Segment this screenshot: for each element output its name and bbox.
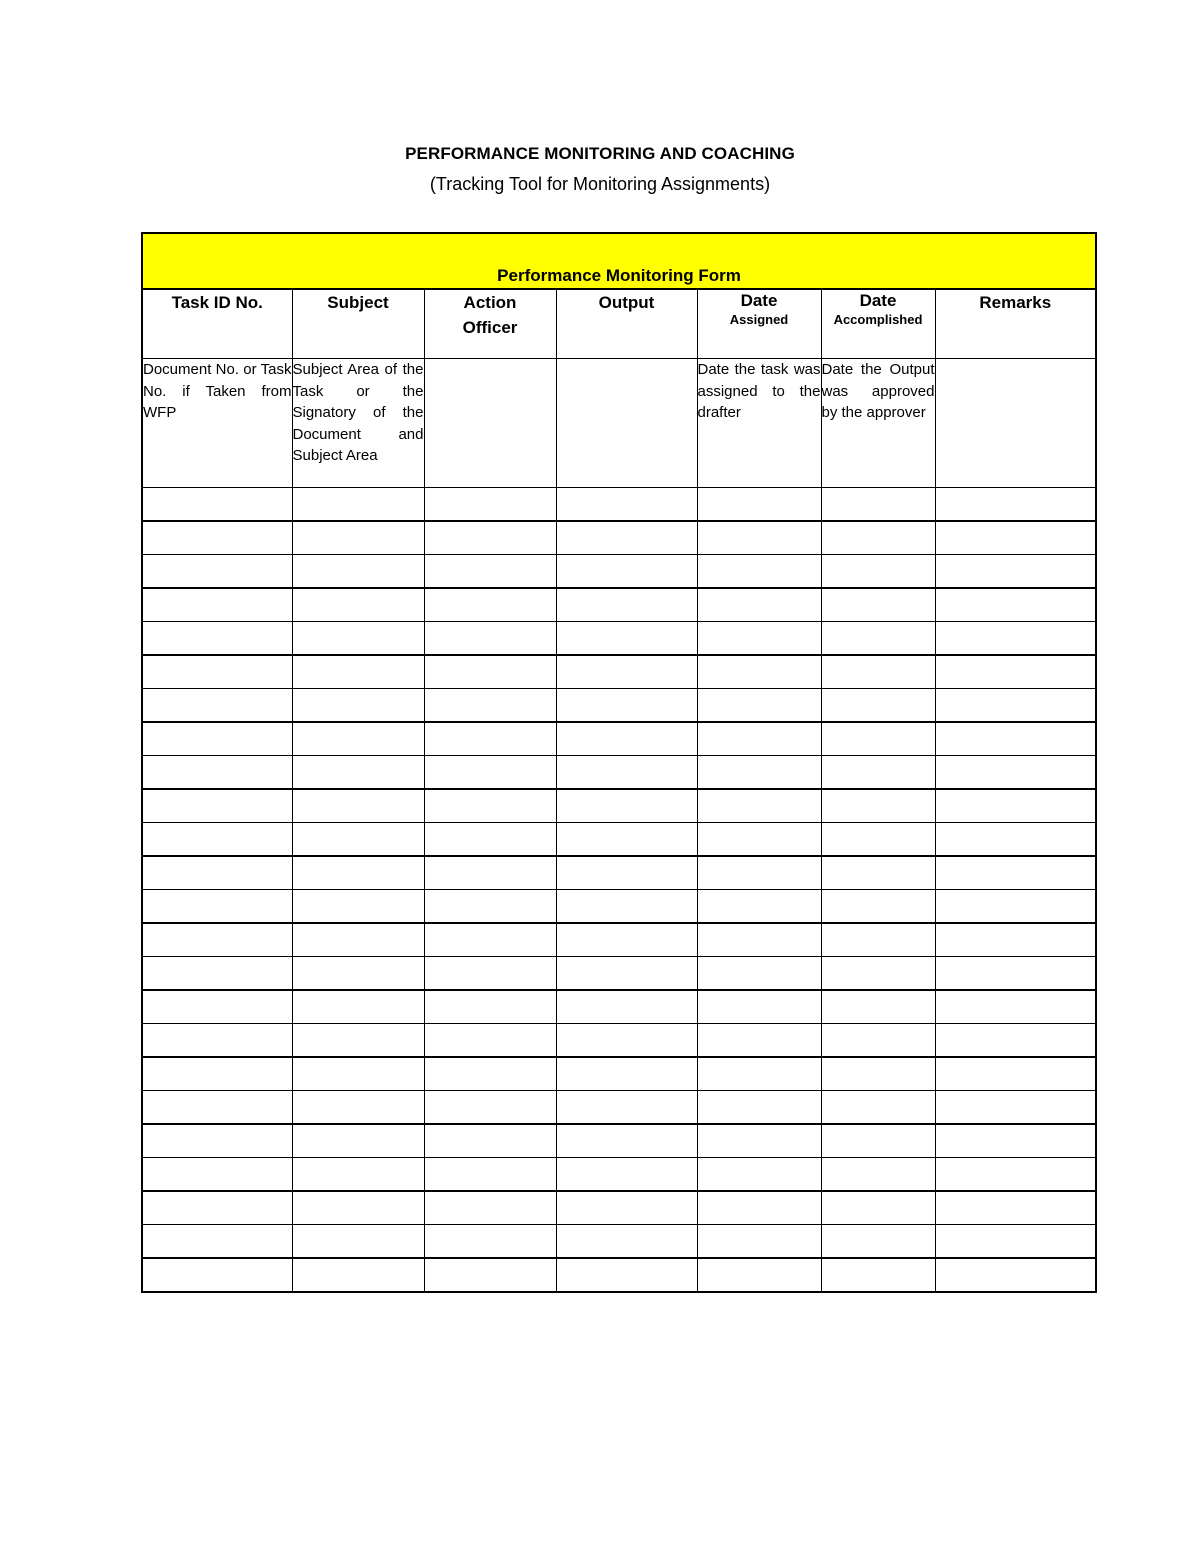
cell-subject[interactable]	[292, 1124, 424, 1158]
cell-remarks[interactable]	[935, 722, 1096, 756]
table-row	[142, 823, 1096, 857]
table-row	[142, 655, 1096, 689]
cell-date-assigned[interactable]	[697, 823, 821, 857]
form-title: Performance Monitoring Form	[142, 233, 1096, 289]
cell-output[interactable]	[556, 856, 697, 890]
cell-subject[interactable]	[292, 655, 424, 689]
cell-date-accomplished[interactable]	[821, 722, 935, 756]
cell-action-officer[interactable]	[424, 756, 556, 790]
cell-output[interactable]	[556, 1191, 697, 1225]
table-row	[142, 756, 1096, 790]
cell-remarks[interactable]	[935, 1225, 1096, 1259]
cell-output[interactable]	[556, 488, 697, 522]
table-row	[142, 1158, 1096, 1192]
performance-monitoring-table	[141, 232, 1097, 1293]
table-row	[142, 890, 1096, 924]
cell-remarks[interactable]	[935, 1124, 1096, 1158]
cell-date-assigned[interactable]	[697, 655, 821, 689]
cell-subject[interactable]	[292, 488, 424, 522]
table-row	[142, 923, 1096, 957]
cell-remarks[interactable]	[935, 555, 1096, 589]
table-row	[142, 622, 1096, 656]
cell-subject[interactable]	[292, 856, 424, 890]
cell-date-accomplished[interactable]	[821, 521, 935, 555]
cell-date-accomplished[interactable]	[821, 1158, 935, 1192]
cell-remarks[interactable]	[935, 1158, 1096, 1192]
cell-date-assigned[interactable]	[697, 890, 821, 924]
cell-remarks[interactable]	[935, 1258, 1096, 1292]
cell-date-accomplished[interactable]	[821, 890, 935, 924]
cell-remarks[interactable]	[935, 923, 1096, 957]
cell-task-id[interactable]	[142, 521, 292, 555]
cell-action-officer[interactable]	[424, 1024, 556, 1058]
table-row	[142, 555, 1096, 589]
table-row	[142, 588, 1096, 622]
table-row	[142, 990, 1096, 1024]
cell-date-assigned[interactable]	[697, 1258, 821, 1292]
cell-date-assigned[interactable]	[697, 722, 821, 756]
cell-date-accomplished[interactable]	[821, 990, 935, 1024]
table-row	[142, 789, 1096, 823]
column-header-subject: Subject	[292, 289, 424, 359]
cell-date-accomplished[interactable]	[821, 1225, 935, 1259]
column-header-task-id: Task ID No.	[142, 289, 292, 359]
cell-date-accomplished[interactable]	[821, 1258, 935, 1292]
cell-subject[interactable]	[292, 588, 424, 622]
cell-remarks[interactable]	[935, 1057, 1096, 1091]
cell-output[interactable]	[556, 689, 697, 723]
cell-subject[interactable]	[292, 756, 424, 790]
cell-action-officer[interactable]	[424, 521, 556, 555]
cell-date-assigned[interactable]	[697, 555, 821, 589]
cell-date-assigned[interactable]	[697, 1158, 821, 1192]
cell-subject[interactable]	[292, 722, 424, 756]
cell-remarks[interactable]	[935, 856, 1096, 890]
cell-date-assigned[interactable]	[697, 856, 821, 890]
cell-task-id[interactable]	[142, 756, 292, 790]
cell-date-assigned[interactable]	[697, 1091, 821, 1125]
cell-output[interactable]	[556, 722, 697, 756]
cell-task-id[interactable]	[142, 789, 292, 823]
cell-remarks[interactable]	[935, 1091, 1096, 1125]
cell-output[interactable]	[556, 622, 697, 656]
cell-task-id[interactable]	[142, 1158, 292, 1192]
cell-task-id[interactable]	[142, 823, 292, 857]
cell-output[interactable]	[556, 1258, 697, 1292]
description-date-accomplished: Date the Output was approved by the approver	[821, 359, 935, 488]
cell-subject[interactable]	[292, 1057, 424, 1091]
cell-subject[interactable]	[292, 689, 424, 723]
cell-subject[interactable]	[292, 1158, 424, 1192]
page-subtitle: (Tracking Tool for Monitoring Assignments)	[429, 174, 771, 194]
cell-action-officer[interactable]	[424, 555, 556, 589]
cell-output[interactable]	[556, 789, 697, 823]
cell-subject[interactable]	[292, 957, 424, 991]
description-output	[556, 359, 697, 488]
cell-date-accomplished[interactable]	[821, 655, 935, 689]
cell-action-officer[interactable]	[424, 689, 556, 723]
cell-date-accomplished[interactable]	[821, 789, 935, 823]
cell-output[interactable]	[556, 1158, 697, 1192]
cell-date-accomplished[interactable]	[821, 823, 935, 857]
table-row	[142, 722, 1096, 756]
table-row	[142, 1124, 1096, 1158]
cell-date-assigned[interactable]	[697, 923, 821, 957]
cell-task-id[interactable]	[142, 1191, 292, 1225]
column-header-remarks: Remarks	[935, 289, 1096, 359]
cell-action-officer[interactable]	[424, 1191, 556, 1225]
cell-remarks[interactable]	[935, 1024, 1096, 1058]
cell-action-officer[interactable]	[424, 588, 556, 622]
table-row	[142, 1191, 1096, 1225]
cell-remarks[interactable]	[935, 655, 1096, 689]
cell-remarks[interactable]	[935, 957, 1096, 991]
cell-task-id[interactable]	[142, 655, 292, 689]
cell-action-officer[interactable]	[424, 655, 556, 689]
cell-output[interactable]	[556, 1091, 697, 1125]
cell-remarks[interactable]	[935, 488, 1096, 522]
cell-output[interactable]	[556, 1225, 697, 1259]
cell-output[interactable]	[556, 923, 697, 957]
cell-date-accomplished[interactable]	[821, 488, 935, 522]
cell-date-assigned[interactable]	[697, 990, 821, 1024]
page-title: PERFORMANCE MONITORING AND COACHING	[405, 144, 795, 163]
cell-task-id[interactable]	[142, 890, 292, 924]
cell-task-id[interactable]	[142, 1124, 292, 1158]
table-row	[142, 1057, 1096, 1091]
cell-date-assigned[interactable]	[697, 1024, 821, 1058]
cell-date-accomplished[interactable]	[821, 923, 935, 957]
table-row	[142, 689, 1096, 723]
cell-date-assigned[interactable]	[697, 488, 821, 522]
cell-remarks[interactable]	[935, 990, 1096, 1024]
cell-subject[interactable]	[292, 1225, 424, 1259]
table-row	[142, 1258, 1096, 1292]
cell-date-assigned[interactable]	[697, 1057, 821, 1091]
cell-remarks[interactable]	[935, 890, 1096, 924]
cell-date-assigned[interactable]	[697, 622, 821, 656]
cell-action-officer[interactable]	[424, 622, 556, 656]
description-subject: Subject Area of the Task or the Signatory of the Document and Subject Area	[292, 359, 424, 488]
cell-output[interactable]	[556, 1057, 697, 1091]
cell-output[interactable]	[556, 756, 697, 790]
cell-subject[interactable]	[292, 990, 424, 1024]
cell-date-accomplished[interactable]	[821, 856, 935, 890]
cell-output[interactable]	[556, 990, 697, 1024]
cell-task-id[interactable]	[142, 923, 292, 957]
cell-remarks[interactable]	[935, 521, 1096, 555]
cell-date-assigned[interactable]	[697, 521, 821, 555]
cell-date-assigned[interactable]	[697, 756, 821, 790]
cell-subject[interactable]	[292, 521, 424, 555]
cell-date-accomplished[interactable]	[821, 1124, 935, 1158]
cell-date-accomplished[interactable]	[821, 689, 935, 723]
column-header-date-assigned: Date Assigned	[697, 289, 821, 359]
cell-subject[interactable]	[292, 1258, 424, 1292]
table-row	[142, 1225, 1096, 1259]
cell-remarks[interactable]	[935, 588, 1096, 622]
cell-remarks[interactable]	[935, 1191, 1096, 1225]
cell-action-officer[interactable]	[424, 1124, 556, 1158]
cell-task-id[interactable]	[142, 957, 292, 991]
cell-date-assigned[interactable]	[697, 1225, 821, 1259]
cell-date-accomplished[interactable]	[821, 1024, 935, 1058]
cell-task-id[interactable]	[142, 722, 292, 756]
cell-task-id[interactable]	[142, 990, 292, 1024]
cell-date-assigned[interactable]	[697, 957, 821, 991]
cell-output[interactable]	[556, 555, 697, 589]
cell-subject[interactable]	[292, 1024, 424, 1058]
table-row	[142, 856, 1096, 890]
cell-output[interactable]	[556, 823, 697, 857]
cell-action-officer[interactable]	[424, 1091, 556, 1125]
cell-date-accomplished[interactable]	[821, 555, 935, 589]
cell-action-officer[interactable]	[424, 990, 556, 1024]
cell-date-accomplished[interactable]	[821, 1191, 935, 1225]
cell-task-id[interactable]	[142, 1225, 292, 1259]
cell-action-officer[interactable]	[424, 789, 556, 823]
header-row	[142, 289, 1096, 359]
cell-output[interactable]	[556, 1024, 697, 1058]
cell-task-id[interactable]	[142, 1024, 292, 1058]
cell-action-officer[interactable]	[424, 923, 556, 957]
cell-action-officer[interactable]	[424, 1225, 556, 1259]
cell-action-officer[interactable]	[424, 1158, 556, 1192]
cell-date-assigned[interactable]	[697, 588, 821, 622]
cell-date-assigned[interactable]	[697, 689, 821, 723]
cell-subject[interactable]	[292, 1191, 424, 1225]
cell-subject[interactable]	[292, 622, 424, 656]
cell-date-assigned[interactable]	[697, 1124, 821, 1158]
cell-output[interactable]	[556, 890, 697, 924]
description-action-officer	[424, 359, 556, 488]
cell-task-id[interactable]	[142, 689, 292, 723]
cell-output[interactable]	[556, 521, 697, 555]
cell-action-officer[interactable]	[424, 722, 556, 756]
cell-action-officer[interactable]	[424, 957, 556, 991]
description-task-id: Document No. or Task No. if Taken from WFP	[142, 359, 292, 488]
cell-date-accomplished[interactable]	[821, 622, 935, 656]
cell-output[interactable]	[556, 655, 697, 689]
column-header-date-accomplished: Date Accomplished	[821, 289, 935, 359]
description-row	[142, 359, 1096, 488]
description-date-assigned: Date the task was assigned to the drafter	[697, 359, 821, 488]
cell-subject[interactable]	[292, 890, 424, 924]
cell-remarks[interactable]	[935, 756, 1096, 790]
cell-task-id[interactable]	[142, 488, 292, 522]
cell-remarks[interactable]	[935, 823, 1096, 857]
table-row	[142, 1024, 1096, 1058]
table-row	[142, 957, 1096, 991]
table-row	[142, 521, 1096, 555]
cell-date-accomplished[interactable]	[821, 756, 935, 790]
cell-action-officer[interactable]	[424, 1258, 556, 1292]
cell-date-assigned[interactable]	[697, 789, 821, 823]
cell-action-officer[interactable]	[424, 823, 556, 857]
description-remarks	[935, 359, 1096, 488]
column-header-action-officer: Action Officer	[424, 289, 556, 359]
table-row	[142, 1091, 1096, 1125]
cell-task-id[interactable]	[142, 1258, 292, 1292]
cell-action-officer[interactable]	[424, 1057, 556, 1091]
cell-date-accomplished[interactable]	[821, 588, 935, 622]
cell-output[interactable]	[556, 957, 697, 991]
cell-date-accomplished[interactable]	[821, 1057, 935, 1091]
cell-task-id[interactable]	[142, 622, 292, 656]
cell-action-officer[interactable]	[424, 856, 556, 890]
cell-subject[interactable]	[292, 789, 424, 823]
cell-action-officer[interactable]	[424, 890, 556, 924]
cell-remarks[interactable]	[935, 689, 1096, 723]
column-header-output: Output	[556, 289, 697, 359]
cell-subject[interactable]	[292, 1091, 424, 1125]
cell-date-accomplished[interactable]	[821, 1091, 935, 1125]
cell-task-id[interactable]	[142, 555, 292, 589]
cell-task-id[interactable]	[142, 1057, 292, 1091]
cell-task-id[interactable]	[142, 588, 292, 622]
cell-output[interactable]	[556, 588, 697, 622]
cell-subject[interactable]	[292, 555, 424, 589]
cell-subject[interactable]	[292, 923, 424, 957]
table-row	[142, 488, 1096, 522]
cell-remarks[interactable]	[935, 789, 1096, 823]
cell-date-accomplished[interactable]	[821, 957, 935, 991]
cell-output[interactable]	[556, 1124, 697, 1158]
cell-task-id[interactable]	[142, 856, 292, 890]
cell-action-officer[interactable]	[424, 488, 556, 522]
cell-date-assigned[interactable]	[697, 1191, 821, 1225]
cell-task-id[interactable]	[142, 1091, 292, 1125]
cell-subject[interactable]	[292, 823, 424, 857]
cell-remarks[interactable]	[935, 622, 1096, 656]
